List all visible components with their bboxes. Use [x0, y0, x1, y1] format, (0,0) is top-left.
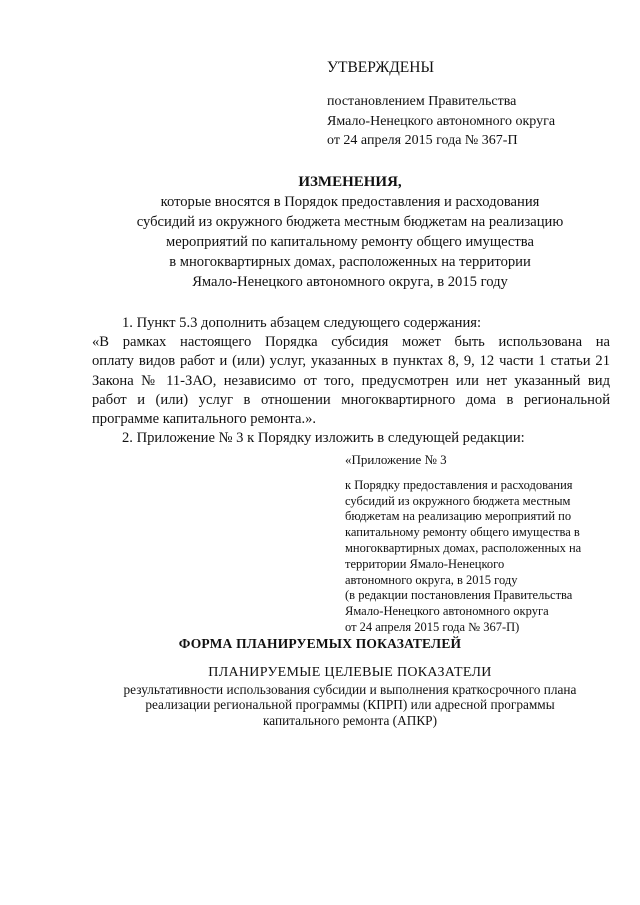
targets-block: [100, 665, 600, 728]
quote-line: Закона № 11-ЗАО, независимо от того, предусмотрен или нет указанный вид: [92, 372, 610, 389]
appendix-header: [345, 452, 581, 636]
body-text: [92, 314, 610, 448]
changes-subtitle-line: Ямало-Ненецкого автономного округа, в 2015 году: [192, 274, 508, 290]
quoted-paragraph: [92, 333, 610, 429]
appendix-line: территории Ямало-Ненецкого: [345, 556, 505, 571]
approved-line: постановлением Правительства: [327, 94, 517, 109]
appendix-line: субсидий из окружного бюджета местным: [345, 493, 571, 508]
approval-stamp: [327, 58, 555, 151]
appendix-heading: «Приложение № 3: [345, 452, 447, 467]
appendix-line: (в редакции постановления Правительства: [345, 588, 573, 603]
quote-line: программе капитального ремонта.».: [92, 411, 317, 428]
quote-line: «В рамках настоящего Порядка субсидия может быть использована на: [92, 334, 610, 351]
appendix-line: бюджетам на реализацию мероприятий по: [345, 509, 572, 524]
quote-line: оплату видов работ и (или) услуг, указанных в пунктах 8, 9, 12 части 1 статьи 21: [92, 353, 610, 370]
changes-subtitle-line: субсидий из окружного бюджета местным бюджетам на реализацию: [136, 214, 564, 230]
approved-line: от 24 апреля 2015 года № 367-П: [327, 133, 518, 148]
item-1-intro: 1. Пункт 5.3 дополнить абзацем следующего содержания:: [122, 315, 482, 331]
quote-line: работ и (или) услуг в отношении многоквартирного дома в региональной: [92, 391, 610, 408]
changes-title: ИЗМЕНЕНИЯ,: [298, 174, 402, 190]
item-2: 2. Приложение № 3 к Порядку изложить в следующей редакции:: [122, 430, 525, 447]
changes-subtitle-line: мероприятий по капитальному ремонту общего имущества: [166, 234, 534, 250]
changes-subtitle-line: в многоквартирных домах, расположенных на территории: [169, 254, 531, 270]
appendix-line: капитальному ремонту общего имущества в: [345, 525, 580, 540]
changes-title-block: [80, 172, 620, 292]
appendix-line: к Порядку предоставления и расходования: [345, 477, 573, 492]
targets-heading: ПЛАНИРУЕМЫЕ ЦЕЛЕВЫЕ ПОКАЗАТЕЛИ: [208, 665, 492, 680]
targets-line: реализации региональной программы (КПРП) или адресной программы: [145, 697, 555, 712]
form-title: ФОРМА ПЛАНИРУЕМЫХ ПОКАЗАТЕЛЕЙ: [178, 636, 462, 651]
appendix-line: автономного округа, в 2015 году: [345, 572, 518, 587]
appendix-line: многоквартирных домах, расположенных на: [345, 540, 582, 555]
appendix-line: от 24 апреля 2015 года № 367-П): [345, 619, 520, 634]
approved-heading: УТВЕРЖДЕНЫ: [327, 59, 434, 76]
appendix-line: Ямало-Ненецкого автономного округа: [345, 604, 549, 619]
targets-line: результативности использования субсидии и выполнения краткосрочного плана: [123, 681, 577, 697]
targets-line: капитального ремонта (АПКР): [262, 712, 438, 728]
approved-line: Ямало-Ненецкого автономного округа: [327, 113, 556, 129]
changes-subtitle-line: которые вносятся в Порядок предоставления и расходования: [160, 194, 540, 210]
